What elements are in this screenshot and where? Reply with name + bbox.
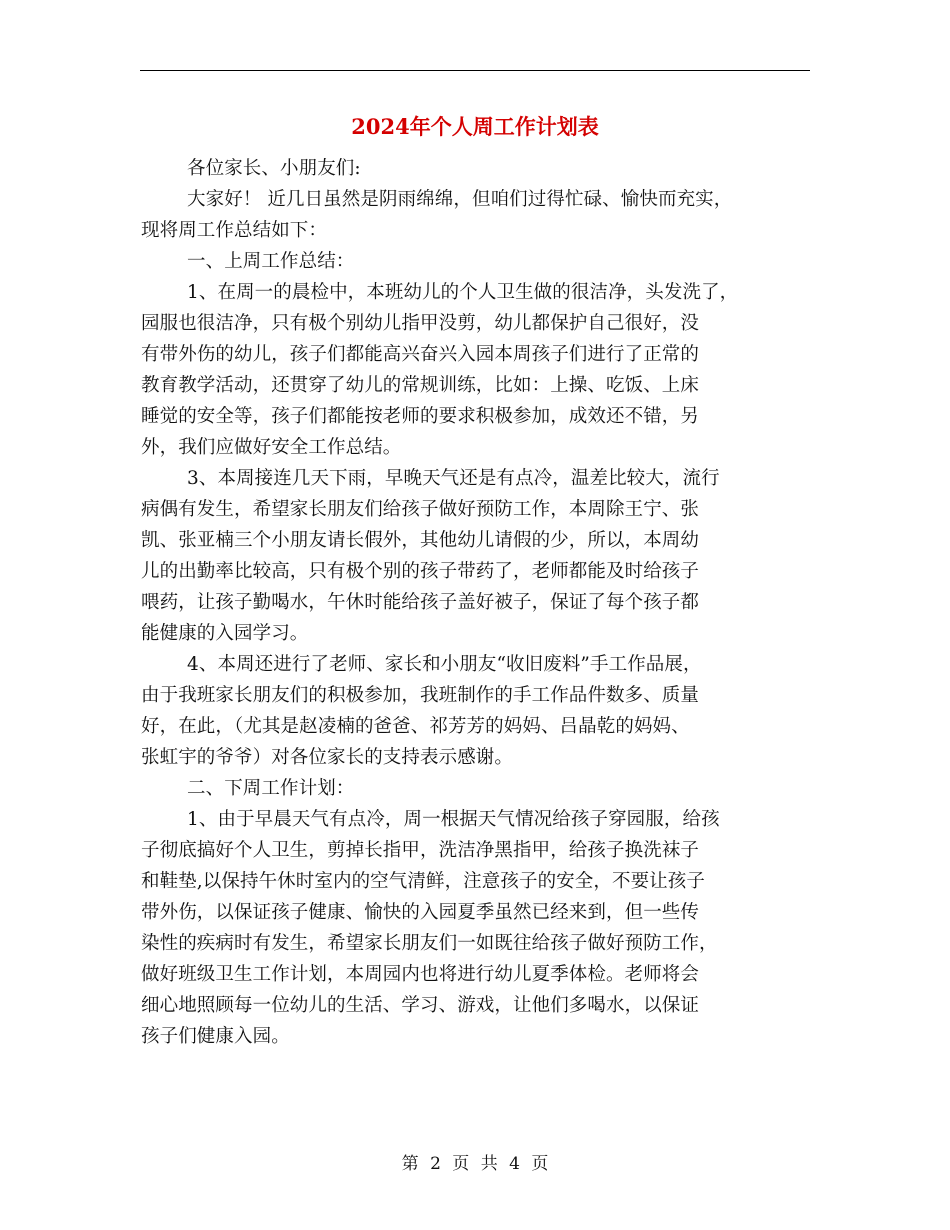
body-line: 张虹宇的爷爷）对各位家长的支持表示感谢。 (141, 747, 514, 768)
body-line: 和鞋垫,以保持午休时室内的空气清鲜，注意孩子的安全，不要让孩子 (141, 871, 705, 892)
body-line: 染性的疾病时有发生，希望家长朋友们一如既往给孩子做好预防工作， (141, 933, 718, 954)
body-line: 能健康的入园学习。 (141, 623, 309, 644)
body-line: 大家好！ 近几日虽然是阴雨绵绵，但咱们过得忙碌、愉快而充实， (187, 189, 733, 210)
body-line: 1、在周一的晨检中，本班幼儿的个人卫生做的很洁净，头发洗了， (187, 282, 739, 303)
body-line: 二、下周工作计划： (187, 778, 355, 799)
body-line: 教育教学活动，还贯穿了幼儿的常规训练，比如：上操、吃饭、上床 (141, 375, 700, 396)
body-line: 各位家长、小朋友们: (187, 158, 361, 179)
document-body (141, 153, 813, 1052)
body-line: 4、本周还进行了老师、家长和小朋友“收旧废料”手工作品展， (187, 654, 702, 675)
body-line: 外，我们应做好安全工作总结。 (141, 437, 402, 458)
body-line: 好，在此，（尤其是赵凌楠的爸爸、祁芳芳的妈妈、吕晶乾的妈妈、 (141, 716, 690, 737)
page-footer: 第 2 页 共 4 页 (401, 1154, 549, 1174)
body-line: 做好班级卫生工作计划，本周园内也将进行幼儿夏季体检。老师将会 (141, 964, 700, 985)
body-line: 一、上周工作总结： (187, 251, 355, 272)
body-line: 儿的出勤率比较高，只有极个别的孩子带药了，老师都能及时给孩子 (141, 561, 700, 582)
body-line: 园服也很洁净，只有极个别幼儿指甲没剪，幼儿都保护自己很好，没 (141, 313, 700, 334)
body-line: 喂药，让孩子勤喝水，午休时能给孩子盖好被子，保证了每个孩子都 (141, 592, 700, 613)
body-line: 细心地照顾每一位幼儿的生活、学习、游戏，让他们多喝水，以保证 (141, 995, 700, 1016)
body-line: 病偶有发生，希望家长朋友们给孩子做好预防工作，本周除王宁、张 (141, 499, 700, 520)
body-line: 子彻底搞好个人卫生，剪掉长指甲，洗洁净黑指甲，给孩子换洗袜子 (141, 840, 700, 861)
body-line: 3、本周接连几天下雨，早晚天气还是有点冷，温差比较大，流行 (187, 468, 720, 489)
body-line: 1、由于早晨天气有点冷，周一根据天气情况给孩子穿园服，给孩 (187, 809, 720, 830)
body-line: 现将周工作总结如下： (141, 220, 328, 241)
body-line: 孩子们健康入园。 (141, 1026, 290, 1047)
body-line: 睡觉的安全等，孩子们都能按老师的要求积极参加，成效还不错，另 (141, 406, 700, 427)
document-title: 2024年个人周工作计划表 (351, 114, 599, 139)
body-line: 有带外伤的幼儿，孩子们都能高兴奋兴入园本周孩子们进行了正常的 (141, 344, 700, 365)
body-line: 凯、张亚楠三个小朋友请长假外，其他幼儿请假的少，所以，本周幼 (141, 530, 700, 551)
body-line: 由于我班家长朋友们的积极参加，我班制作的手工作品件数多、质量 (141, 685, 700, 706)
body-line: 带外伤，以保证孩子健康、愉快的入园夏季虽然已经来到，但一些传 (141, 902, 700, 923)
header-rule (140, 70, 810, 71)
